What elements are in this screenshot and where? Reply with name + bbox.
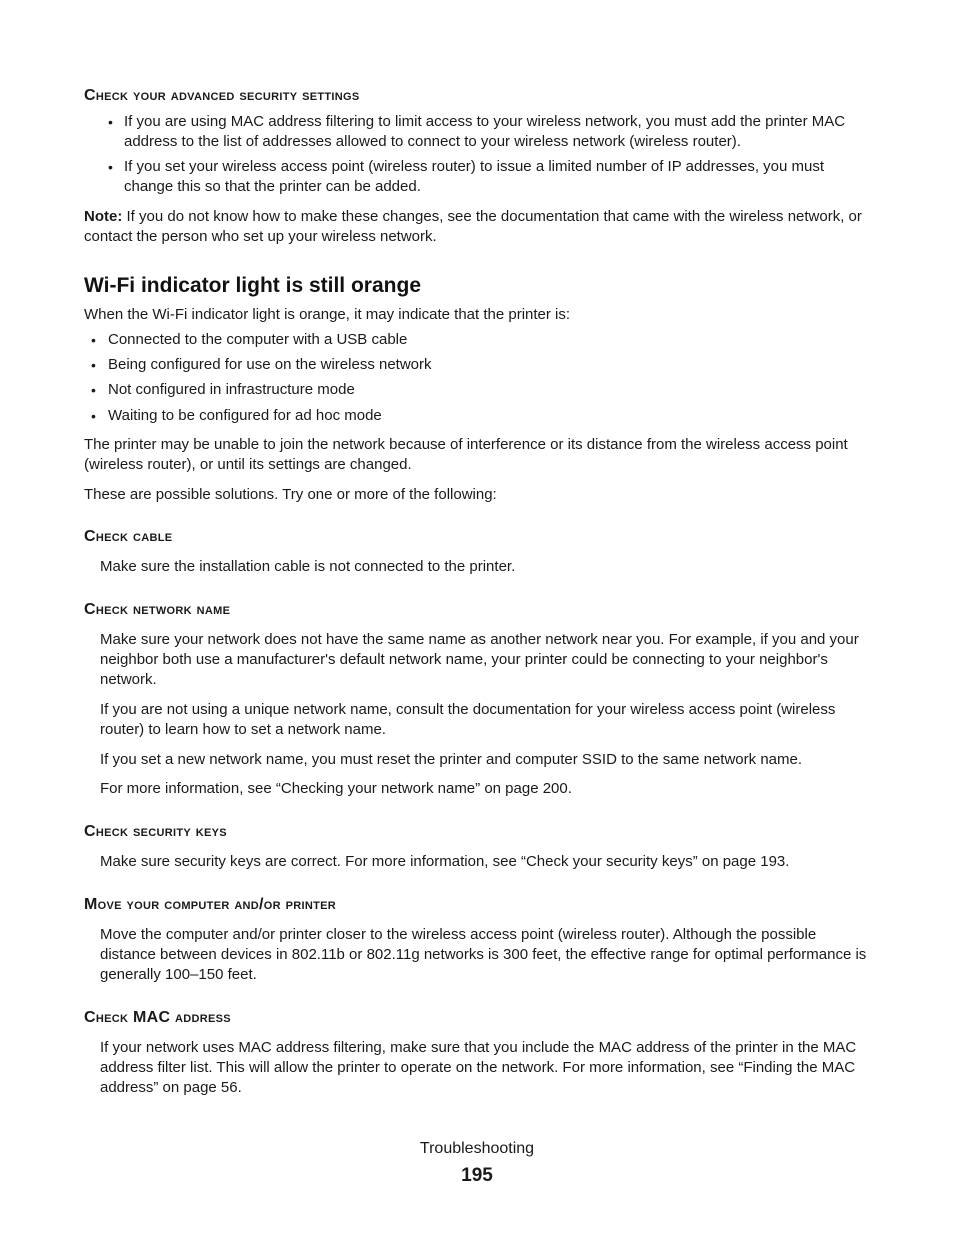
page-footer — [0, 1138, 954, 1188]
page-number: 195 — [461, 1165, 493, 1186]
heading-check-mac-address: Check MAC address — [84, 1009, 231, 1026]
heading-check-security-keys: Check security keys — [84, 823, 227, 840]
list-item: • Connected to the computer with a USB cable — [91, 331, 408, 348]
heading-check-network-name: Check network name — [84, 601, 231, 618]
bullet-icon: • — [91, 382, 96, 398]
page-title: Wi-Fi indicator light is still orange — [84, 274, 421, 297]
network-name-paragraph: Make sure your network does not have the same name as another network near you. For example, if you and your neighbor both use a manufacturer's default network name, your printer could be connecting to your neighbor's network. — [100, 631, 859, 688]
note-label: Note: — [84, 208, 123, 225]
status-list — [91, 330, 874, 426]
note-text: If you do not know how to make these changes, see the documentation that came with the wireless network, or contact the person who set up your wireless network. — [84, 208, 862, 245]
intro-paragraph: When the Wi-Fi indicator light is orange, it may indicate that the printer is: — [84, 306, 571, 323]
page-content — [84, 86, 874, 1098]
bullet-icon: • — [108, 114, 113, 130]
bullet-icon: • — [91, 332, 96, 348]
note-paragraph — [84, 207, 874, 247]
heading-advanced-security: Check your advanced security settings — [84, 87, 360, 104]
move-computer-text: Move the computer and/or printer closer to the wireless access point (wireless router). Although the possible distance between devices in 802.11b or 802.11g networks is 300 feet, the effective range for optimal performance is generally 100–150 feet. — [100, 926, 867, 983]
list-item: • If you set your wireless access point (wireless router) to issue a limited number of IP addresses, you must change this so that the printer can be added. — [108, 158, 825, 195]
advanced-security-list — [108, 112, 874, 197]
heading-move-computer: Move your computer and/or printer — [84, 896, 337, 913]
solutions-paragraph: These are possible solutions. Try one or more of the following: — [84, 486, 497, 503]
interference-paragraph: The printer may be unable to join the network because of interference or its distance from the wireless access point (wireless router), or until its settings are changed. — [84, 436, 848, 473]
network-name-paragraph: For more information, see “Checking your network name” on page 200. — [100, 780, 572, 797]
bullet-icon: • — [91, 357, 96, 373]
list-item: • Being configured for use on the wireless network — [91, 356, 432, 373]
list-item: • Not configured in infrastructure mode — [91, 381, 355, 398]
mac-address-text: If your network uses MAC address filtering, make sure that you include the MAC address of the printer in the MAC address filter list. This will allow the printer to operate on the network. For more information, see “Finding the MAC address” on page 56. — [100, 1039, 857, 1096]
bullet-icon: • — [108, 159, 113, 175]
network-name-paragraph: If you set a new network name, you must reset the printer and computer SSID to the same network name. — [100, 751, 803, 768]
check-cable-text: Make sure the installation cable is not connected to the printer. — [100, 558, 516, 575]
list-item: • If you are using MAC address filtering to limit access to your wireless network, you must add the printer MAC address to the list of addresses allowed to connect to your wireless network (wireless router). — [108, 113, 846, 150]
bullet-icon: • — [91, 408, 96, 424]
list-item: • Waiting to be configured for ad hoc mode — [91, 407, 382, 424]
security-keys-text: Make sure security keys are correct. For more information, see “Check your security keys” on page 193. — [100, 853, 790, 870]
footer-section-title: Troubleshooting — [419, 1140, 535, 1157]
heading-check-cable: Check cable — [84, 528, 173, 545]
network-name-paragraph: If you are not using a unique network name, consult the documentation for your wireless access point (wireless router) to learn how to set a network name. — [100, 701, 836, 738]
